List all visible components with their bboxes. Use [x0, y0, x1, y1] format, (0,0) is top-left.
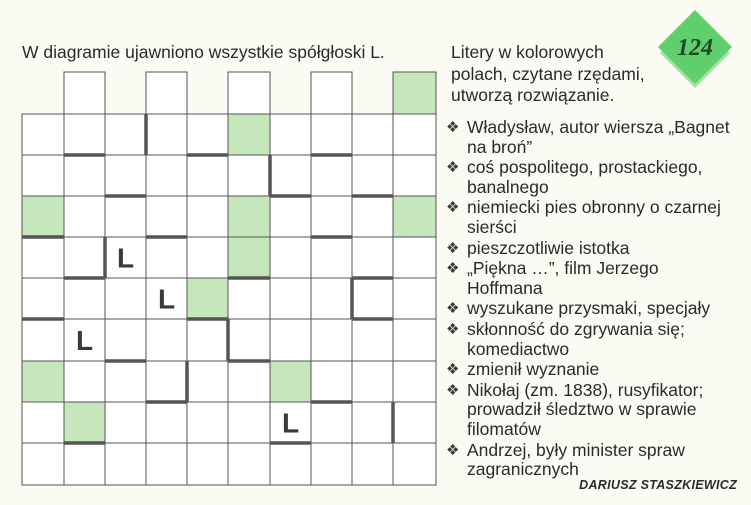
clue-text: niemiecki pies obronny o czarnej sierści	[467, 197, 721, 237]
highlight-cell[interactable]	[393, 72, 436, 114]
clue-text: Andrzej, były minister spraw zagranicznych	[467, 439, 685, 480]
grid-cell[interactable]	[311, 196, 352, 237]
highlight-cell[interactable]	[228, 237, 270, 278]
instructions-left: W diagramie ujawniono wszystkie spółgłoski L.	[22, 42, 385, 62]
clue-item	[446, 158, 738, 197]
diamond-bullet-icon: ❖	[446, 300, 460, 318]
grid-cell[interactable]	[146, 155, 187, 196]
diamond-bullet-icon: ❖	[446, 239, 460, 257]
grid-cell[interactable]	[393, 278, 436, 319]
grid-cell[interactable]	[22, 319, 64, 361]
clue-text: skłonność do zgrywania się; komediactwo	[467, 318, 685, 359]
grid-cell[interactable]	[311, 319, 352, 361]
grid-cell[interactable]	[393, 114, 436, 155]
clue-list	[446, 118, 738, 481]
grid-cell[interactable]	[146, 72, 187, 114]
clue-item	[446, 299, 738, 319]
grid-cell[interactable]	[64, 72, 105, 114]
grid-cell[interactable]	[105, 443, 146, 485]
clue-item	[446, 320, 738, 359]
grid-cell[interactable]	[228, 361, 270, 402]
grid-cell[interactable]	[64, 278, 105, 319]
diamond-bullet-icon: ❖	[446, 119, 460, 136]
grid-cell[interactable]	[64, 237, 105, 278]
grid-cell[interactable]	[187, 114, 228, 155]
grid-cell[interactable]	[187, 196, 228, 237]
diamond-bullet-icon: ❖	[446, 159, 460, 177]
grid-cell[interactable]	[146, 319, 187, 361]
grid-cell[interactable]	[22, 402, 64, 443]
diamond-bullet-icon: ❖	[446, 320, 460, 338]
grid-cell[interactable]	[352, 319, 393, 361]
diamond-bullet-icon: ❖	[446, 441, 460, 459]
clue-item	[446, 239, 738, 259]
clue-item	[446, 360, 738, 380]
grid-cell[interactable]	[270, 155, 311, 196]
grid-cell[interactable]	[393, 237, 436, 278]
grid-cell[interactable]	[228, 72, 270, 114]
clue-text: zmienił wyznanie	[467, 359, 600, 380]
grid-cell[interactable]	[270, 237, 311, 278]
grid-cell[interactable]	[64, 155, 105, 196]
grid-cell[interactable]	[187, 402, 228, 443]
grid-cell[interactable]	[311, 72, 352, 114]
grid-cell[interactable]	[146, 196, 187, 237]
grid-cell[interactable]	[22, 237, 64, 278]
grid-cell[interactable]	[187, 155, 228, 196]
clue-text: coś pospolitego, prostackiego, banalnego	[467, 157, 703, 197]
grid-cell[interactable]	[64, 443, 105, 485]
clue-text: Nikołaj (zm. 1838), rusyfikator; prowadził śledztwo w sprawie filomatów	[467, 379, 704, 439]
grid-cell[interactable]	[352, 278, 393, 319]
clue-item	[446, 118, 738, 157]
grid-cell[interactable]	[393, 155, 436, 196]
clue-item	[446, 381, 738, 440]
grid-cell[interactable]	[311, 155, 352, 196]
grid-cell[interactable]	[22, 278, 64, 319]
grid-cell[interactable]	[352, 114, 393, 155]
grid-cell[interactable]	[105, 361, 146, 402]
clue-text: pieszczotliwie istotka	[467, 237, 630, 258]
grid-cell[interactable]	[64, 361, 105, 402]
grid-cell[interactable]	[352, 361, 393, 402]
grid-cell[interactable]	[105, 402, 146, 443]
grid-cell[interactable]	[270, 114, 311, 155]
grid-cell[interactable]	[270, 196, 311, 237]
grid-cell[interactable]	[393, 319, 436, 361]
grid-cell[interactable]	[311, 443, 352, 485]
grid-cell[interactable]	[146, 114, 187, 155]
grid-cell[interactable]	[64, 114, 105, 155]
grid-cell[interactable]	[105, 196, 146, 237]
diamond-bullet-icon: ❖	[446, 260, 460, 278]
grid-cell[interactable]	[228, 278, 270, 319]
grid-cell[interactable]	[22, 155, 64, 196]
highlight-cell[interactable]	[64, 402, 105, 443]
clue-item	[446, 259, 738, 298]
grid-cell[interactable]	[187, 361, 228, 402]
highlight-cell[interactable]	[228, 196, 270, 237]
grid-cell[interactable]	[352, 237, 393, 278]
grid-cell[interactable]	[393, 402, 436, 443]
grid-cell[interactable]	[311, 237, 352, 278]
author-credit: DARIUSZ STASZKIEWICZ	[579, 478, 737, 492]
grid-cell[interactable]	[352, 402, 393, 443]
grid-cell[interactable]	[228, 155, 270, 196]
clue-text: „Piękna …”, film Jerzego Hoffmana	[467, 258, 659, 298]
grid-cell[interactable]	[352, 443, 393, 485]
grid-cell[interactable]	[228, 319, 270, 361]
grid-cell[interactable]	[270, 278, 311, 319]
grid-cell[interactable]	[22, 114, 64, 155]
grid-cell[interactable]	[105, 278, 146, 319]
grid-cell[interactable]	[22, 443, 64, 485]
grid-cell[interactable]	[187, 237, 228, 278]
grid-cell[interactable]	[311, 114, 352, 155]
clue-text: Władysław, autor wiersza „Bagnet na broń”	[467, 117, 730, 157]
highlight-cell[interactable]	[187, 278, 228, 319]
grid-cell[interactable]	[146, 402, 187, 443]
grid-cell[interactable]	[146, 237, 187, 278]
highlight-cell[interactable]	[228, 114, 270, 155]
clue-item	[446, 198, 738, 237]
grid-cell[interactable]	[105, 319, 146, 361]
grid-cell[interactable]	[228, 402, 270, 443]
given-letter[interactable]: L	[75, 325, 94, 356]
grid-cell[interactable]	[311, 402, 352, 443]
diamond-bullet-icon: ❖	[446, 381, 460, 399]
puzzle-number: 124	[677, 35, 713, 61]
instructions-continued: Litery w kolorowych polach, czytane rzędami, utworzą rozwiązanie.	[451, 42, 645, 105]
grid-cell[interactable]	[270, 443, 311, 485]
highlight-cell[interactable]	[22, 361, 64, 402]
highlight-cell[interactable]	[270, 361, 311, 402]
grid-cell[interactable]	[393, 443, 436, 485]
grid-cell[interactable]	[105, 155, 146, 196]
highlight-cell[interactable]	[393, 196, 436, 237]
grid-cell[interactable]	[311, 361, 352, 402]
grid-cell[interactable]	[270, 319, 311, 361]
grid-cell[interactable]	[228, 443, 270, 485]
grid-cell[interactable]	[311, 278, 352, 319]
grid-cell[interactable]	[146, 443, 187, 485]
grid-cell[interactable]	[187, 443, 228, 485]
grid-cell[interactable]	[146, 361, 187, 402]
puzzle-number-badge	[654, 8, 736, 90]
given-letter[interactable]: L	[281, 407, 300, 439]
diamond-bullet-icon: ❖	[446, 199, 460, 217]
clue-text: wyszukane przysmaki, specjały	[467, 298, 711, 319]
grid-cell[interactable]	[393, 361, 436, 402]
clue-item	[446, 441, 738, 480]
given-letter[interactable]: L	[157, 283, 176, 315]
grid-cell[interactable]	[352, 196, 393, 237]
grid-cell[interactable]	[105, 114, 146, 155]
grid-cell[interactable]	[64, 196, 105, 237]
given-letter[interactable]: L	[116, 242, 135, 274]
grid-cell[interactable]	[352, 155, 393, 196]
diamond-bullet-icon: ❖	[446, 361, 460, 379]
highlight-cell[interactable]	[22, 196, 64, 237]
grid-cell[interactable]	[187, 319, 228, 361]
